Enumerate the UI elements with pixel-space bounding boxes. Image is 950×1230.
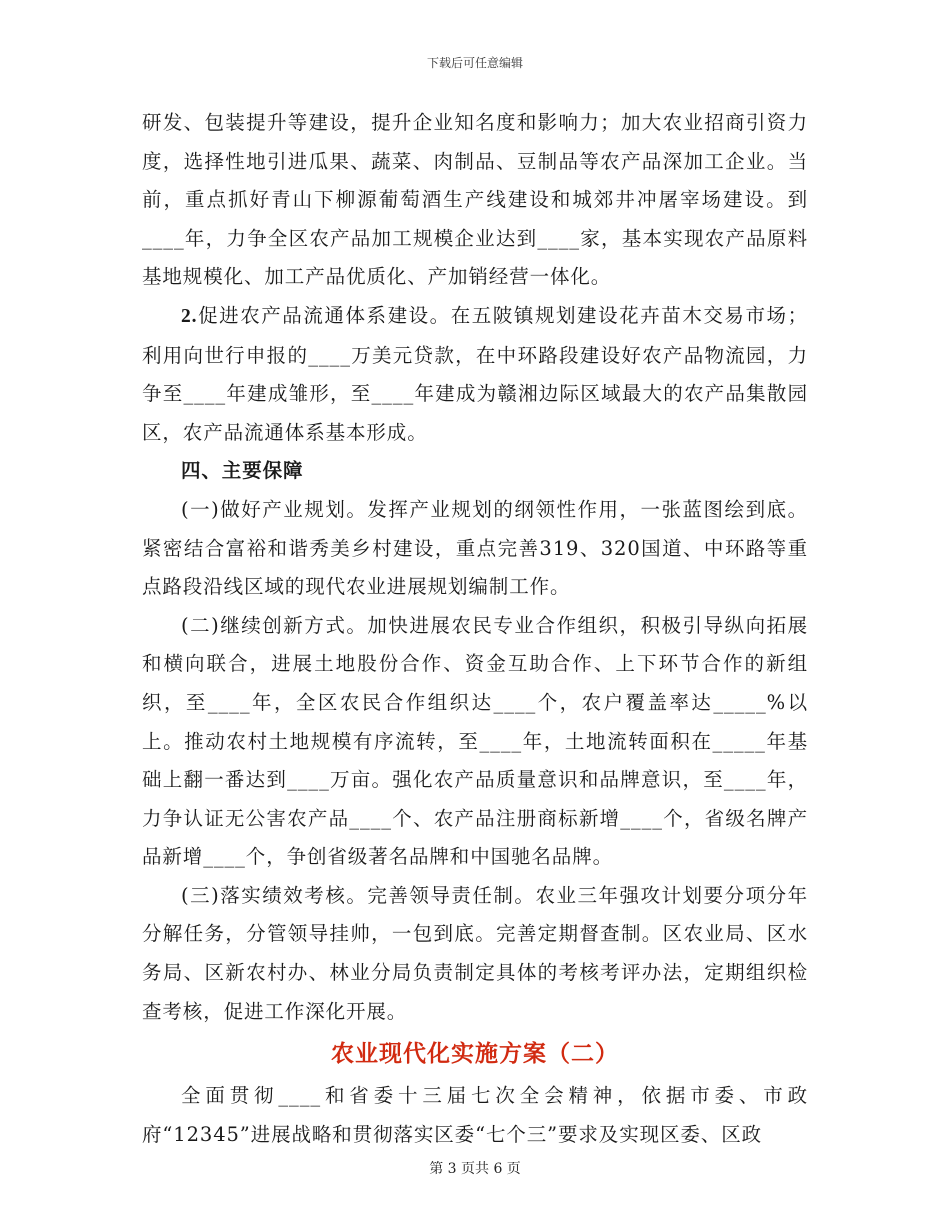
paragraph-planning: (一)做好产业规划。发挥产业规划的纲领性作用，一张蓝图绘到底。紧密结合富裕和谐秀美乡村建设，重点完善319、320国道、中环路等重点路段沿线区域的现代农业进展规划编制工作。 [142,497,808,599]
document-body [142,104,808,1154]
section-heading-guarantee: 四、主要保障 [181,459,304,483]
paragraph-assessment: (三)落实绩效考核。完善领导责任制。农业三年强攻计划要分项分年分解任务，分管领导挂帅，一包到底。完善定期督查制。区农业局、区水务局、区新农村办、林业分局负责制定具体的考核考评办法，定期组织检查考核，促进工作深化开展。 [142,883,808,1023]
paragraph-intro: 全面贯彻____和省委十三届七次全会精神，依据市委、市政府“12345”进展战略和贯彻落实区委“七个三”要求及实现区委、区政 [142,1084,808,1146]
paragraph-circulation [142,297,808,452]
document-title-two: 农业现代化实施方案（二） [331,1041,619,1068]
paragraph-processing: 研发、包装提升等建设，提升企业知名度和影响力；加大农业招商引资力度，选择性地引进瓜果、蔬菜、肉制品、豆制品等农产品深加工企业。当前，重点抓好青山下柳源葡萄酒生产线建设和城郊井冲屠宰场建设。到____年，力争全区农产品加工规模企业达到____家，基本实现农产品原料基地规模化、加工产品优质化、产加销经营一体化。 [142,111,808,289]
page-header: 下载后可任意编辑 [426,56,523,70]
paragraph-circulation-text: 促进农产品流通体系建设。在五陂镇规划建设花卉苗木交易市场；利用向世行申报的____万美元贷款，在中环路段建设好农产品物流园，力争至____年建成雏形，至____年建成为赣湘边际区域最大的农产品集散园区，农产品流通体系基本形成。 [142,303,808,444]
item-number: 2. [181,305,198,327]
page-footer: 第 3 页共 6 页 [429,1161,521,1177]
paragraph-innovation: (二)继续创新方式。加快进展农民专业合作组织，积极引导纵向拓展和横向联合，进展土地股份合作、资金互助合作、上下环节合作的新组织，至____年，全区农民合作组织达____个，农户覆盖率达_____%以上。推动农村土地规模有序流转，至____年，土地流转面积在_____年基础上翻一番达到____万亩。强化农产品质量意识和品牌意识，至____年，力争认证无公害农产品____个、农产品注册商标新增____个，省级名牌产品新增____个，争创省级著名品牌和中国驰名品牌。 [142,613,808,869]
